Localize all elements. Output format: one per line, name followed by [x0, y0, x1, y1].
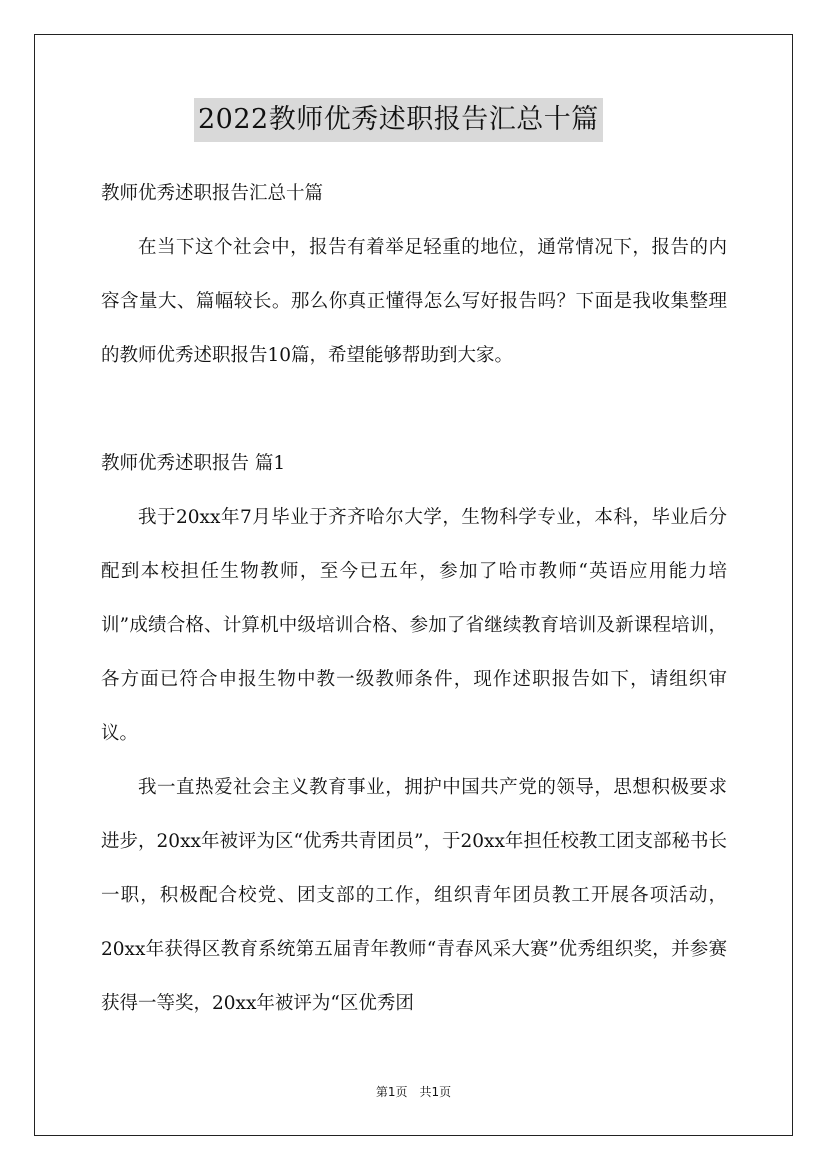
blank-line: [101, 383, 727, 437]
document-body: [101, 167, 727, 1031]
document-subtitle: 教师优秀述职报告汇总十篇: [101, 183, 324, 204]
paragraph-clip: [101, 761, 727, 1031]
intro-paragraph: 在当下这个社会中，报告有着举足轻重的地位，通常情况下，报告的内容含量大、篇幅较长。那么你真正懂得怎么写好报告吗？下面是我收集整理的教师优秀述职报告10篇，希望能够帮助到大家。: [101, 237, 727, 366]
section-paragraph: 我一直热爱社会主义教育事业，拥护中国共产党的领导，思想积极要求进步，20xx年被评为区“优秀共青团员”，于20xx年担任校教工团支部秘书长一职，积极配合校党、团支部的工作，组织青年团员教工开展各项活动，20xx年获得区教育系统第五届青年教师“青春风采大赛”优秀组织奖，并参赛获得一等奖，20xx年被评为“区优秀团: [101, 777, 727, 1014]
page-footer: 第1页 共1页: [375, 1085, 452, 1099]
section-heading: 教师优秀述职报告 篇1: [101, 453, 286, 474]
document-title: 2022教师优秀述职报告汇总十篇: [194, 98, 603, 142]
section-paragraph: 我于20xx年7月毕业于齐齐哈尔大学，生物科学专业，本科，毕业后分配到本校担任生物教师，至今已五年，参加了哈市教师“英语应用能力培训”成绩合格、计算机中级培训合格、参加了省继续教育培训及新课程培训，各方面已符合申报生物中教一级教师条件，现作述职报告如下，请组织审议。: [101, 507, 727, 744]
